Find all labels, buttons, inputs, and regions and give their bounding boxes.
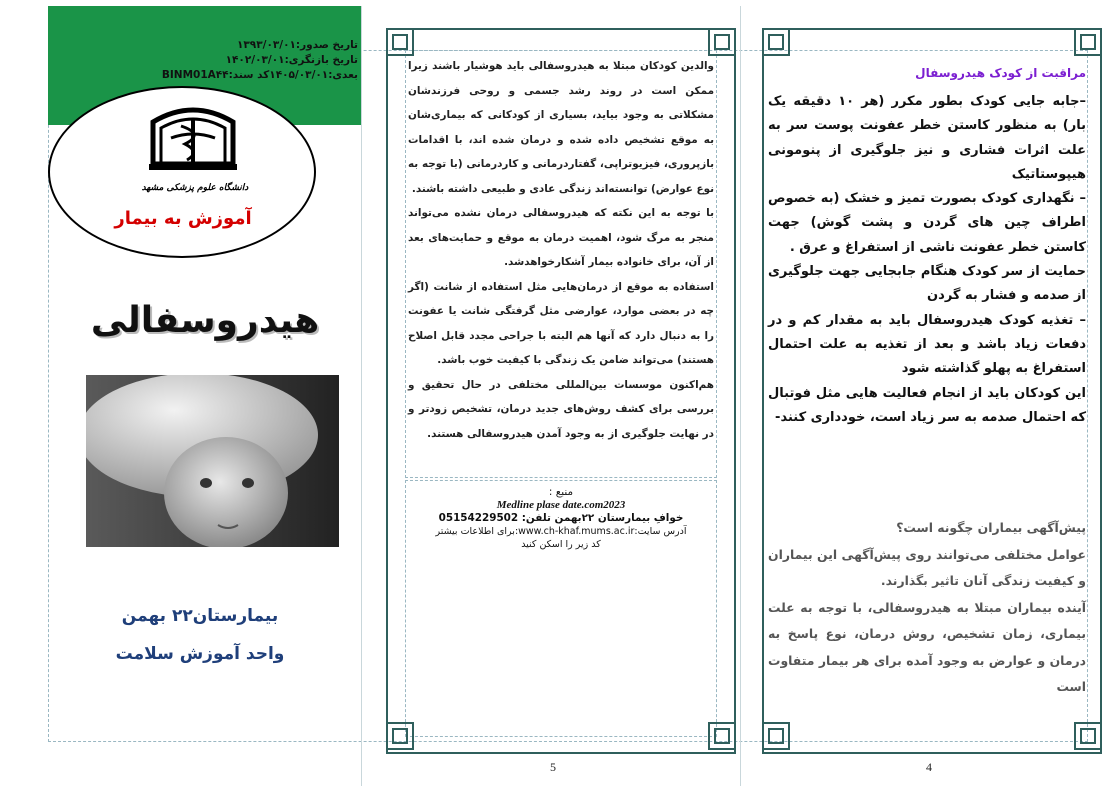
paragraph: استفاده به موقع از درمان‌هایی مثل استفاده از شانت (اگر چه در بعضی موارد، عوارضی مثل گرفتگی شانت یا عفونت را به دنبال دارد که آنها هم البته با جراحی مجدد قابل اصلاح هستند) می‌تواند ضامن یک زندگی با کیفیت خوب باشد. [408,280,714,366]
source-info [408,486,714,551]
brochure-title: هیدروسفالی [90,300,320,341]
corner-ornament [708,722,736,750]
source-reference: Medline plase date.com2023 [496,499,626,511]
issue-line: تاریخ بازنگری:۱۴۰۲/۰۳/۰۱ [225,54,358,66]
source-label: منبع : [548,486,574,498]
paragraph: – نگهداری کودک بصورت تمیز و خشک (به خصوص اطراف چین های گردن و پشت گوش) جهت کاستن خطر عفونت ناشی از استفراغ و عرق . [768,191,1086,255]
issue-dates [130,38,358,83]
prognosis-heading: پیش‌آگهی بیماران چگونه است؟ [896,520,1086,535]
scan-hint: کد زیر را اسکن کنید [521,539,601,550]
paragraph: هم‌اکنون موسسات بین‌المللی مختلفی در حال تحقیق و بررسی برای کشف روش‌های جدید درمان، تشخیص زودتر و در نهایت جلوگیری از به وجود آمدن هیدروسفالی هستند. [408,378,714,440]
care-body-text [768,90,1086,430]
page-number: 5 [550,760,556,774]
paragraph: والدین کودکان مبتلا به هیدروسفالی باید هوشیار باشند زیرا ممکن است در روند رشد جسمی و روحی فرزندشان مشکلاتی به وجود بیاید، بسیاری از کودکانی که بیماری‌شان به موقع تشخیص داده شده و درمان شده اند، با اقدامات بازپروری، فیزیوتراپی، گفتاردرمانی و کاردرمانی (با توجه به نوع عوارض) توانسته‌اند زندگی عادی و طبیعی داشته باشند. [408,60,714,195]
paragraph: –جابه جایی کودک بطور مکرر (هر ۱۰ دقیقه یک بار) به منظور کاستن خطر عفونت پوست سر به علت اثرات فشاری و نیز جلوگیری از پنومونی هیپوستاتیک [768,94,1086,182]
middle-body-text [408,54,714,446]
paragraph: این کودکان باید از انجام فعالیت هایی مثل فوتبال که احتمال صدمه به سر زیاد است، خودداری کنند- [768,385,1086,425]
issue-line: بعدی:۱۴۰۵/۰۳/۰۱کد سند:BINM01A۴۴ [161,69,358,81]
care-heading: مراقبت از کودک هیدروسفال [915,66,1086,80]
baby-photo [86,375,339,547]
hospital-name: بیمارستان۲۲ بهمن [121,606,279,626]
corner-ornament [1074,722,1102,750]
corner-ornament [1074,28,1102,56]
issue-line: تاریخ صدور:۱۳۹۳/۰۳/۰۱ [236,39,358,51]
corner-ornament [386,722,414,750]
paragraph: آینده بیماران مبتلا به هیدروسفالی، با توجه به علت بیماری، زمان تشخیص، روش درمان، نوع پاسخ به درمان و عوارض به وجود آمده برای هر بیمار متفاوت است [768,599,1086,694]
patient-education-label: آموزش به بیمار [114,208,252,229]
fold-line-right [740,6,741,786]
paragraph: با توجه به این نکته که هیدروسفالی درمان نشده می‌تواند منجر به مرگ شود، اهمیت درمان به موقع و حمایت‌های بعد از آن، برای خانواده بیمار آشکارخواهدشد. [408,207,714,268]
corner-ornament [708,28,736,56]
website-line[interactable]: آدرس سایت:www.ch-khaf.mums.ac.ir:برای اطلاعات بیشتر [435,526,687,537]
health-education-unit: واحد آموزش سلامت [115,644,285,664]
university-logo [145,104,241,194]
prognosis-section [768,515,1086,701]
phone-line: خوافِ بیمارستان ۲۲بهمن تلفن: 05154229502 [438,512,684,524]
corner-ornament [762,28,790,56]
page-number: 4 [926,760,932,774]
paragraph: عوامل مختلفی می‌توانند روی پیش‌آگهی این بیماران و کیفیت زندگی آنان تاثیر بگذارند. [768,546,1086,588]
logo-caption: دانشگاه علوم پزشکی مشهد [141,183,249,193]
paragraph: حمایت از سر کودک هنگام جابجایی جهت جلوگیری از صدمه و فشار به گردن [768,264,1086,304]
fold-line-left [361,6,362,786]
corner-ornament [762,722,790,750]
corner-ornament [386,28,414,56]
paragraph: – تغذیه کودک هیدروسفال باید به مقدار کم و در دفعات زیاد باشد و بعد از تغذیه به علت احتمال استفراغ به پهلو گذاشته شود [768,312,1086,377]
